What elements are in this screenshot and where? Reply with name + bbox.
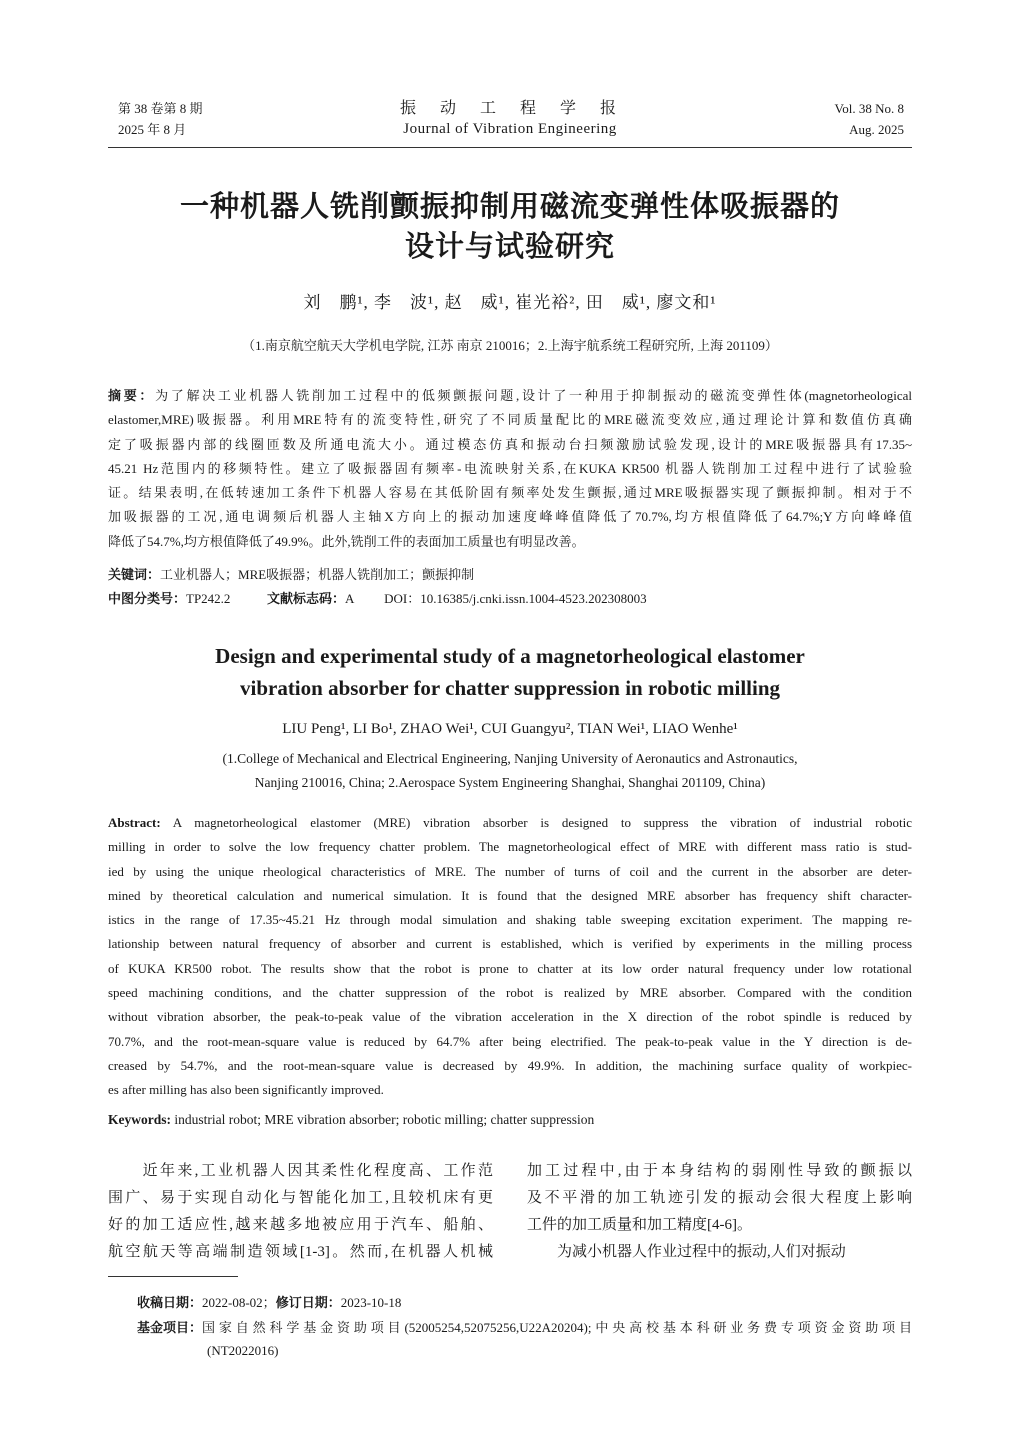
abstract-en-line [108, 981, 912, 1005]
body-line [108, 1239, 493, 1266]
abstract-en-line-text: A magnetorheological elastomer (MRE) vibration absorber is designed to suppress the vibration of industrial robotic [172, 815, 912, 830]
abstract-en-line-text: lationship between natural frequency of absorber and current is established, which is verified by experiments in the milling process [108, 936, 912, 952]
abstract-zh-line [108, 481, 912, 505]
doc-code-value: A [344, 591, 354, 606]
classification [108, 588, 647, 607]
abstract-zh-line-text: elastomer,MRE)吸振器。利用MRE特有的流变特性,研究了不同质量配比的MRE磁流变效应,通过理论计算和数值仿真确 [108, 412, 912, 428]
title-zh-line: 一种机器人铣削颤振抑制用磁流变弹性体吸振器的 [179, 189, 840, 223]
volume-en: Vol. 38 No. 8 [834, 101, 904, 116]
fund-text: 国家自然科学基金资助项目(52005254,52075256,U22A20204);中央高校基本科研业务费专项资金资助项目 [202, 1320, 912, 1335]
date-en: Aug. 2025 [849, 122, 904, 137]
keywords-zh-label: 关键词： [108, 567, 161, 582]
abstract-zh-line-text: 为了解决工业机器人铣削加工过程中的低频颤振问题,设计了一种用于抑制振动的磁流变弹性体(magnetorheological [155, 388, 912, 403]
body-line-text: 围广、易于实现自动化与智能化加工,且较机床有更 [108, 1190, 493, 1206]
fund-text: (NT2022016) [207, 1343, 279, 1358]
body-column-right [527, 1158, 912, 1266]
journal-name-zh: 振 动 工 程 学 报 [399, 100, 620, 117]
received-dates [137, 1292, 401, 1311]
fund-label: 基金项目： [137, 1320, 203, 1335]
abstract-en-line-text: of KUKA KR500 robot. The results show that the robot is prone to chatter at its low order natural frequency under low rotational [108, 960, 912, 976]
fund-info [137, 1316, 912, 1362]
abstract-en-line [108, 811, 912, 835]
body-line [108, 1185, 493, 1212]
abstract-en-line [108, 860, 912, 884]
abstract-en-line [108, 835, 912, 859]
affiliation-en-line: Nanjing 210016, China; 2.Aerospace System Engineering Shanghai, Shanghai 201109, China) [254, 775, 766, 790]
body-line-text: 近年来,工业机器人因其柔性化程度高、工作范 [108, 1163, 493, 1179]
fund-line [137, 1316, 912, 1339]
abstract-en-line [108, 1005, 912, 1029]
authors-zh: 刘 鹏¹, 李 波¹, 赵 威¹, 崔光裕², 田 威¹, 廖文和¹ [303, 293, 717, 312]
doc-code-label: 文献标志码： [266, 591, 345, 606]
title-en-line: vibration absorber for chatter suppression in robotic milling [239, 676, 780, 700]
authors-en: LIU Peng¹, LI Bo¹, ZHAO Wei¹, CUI Guangyu², TIAN Wei¹, LIAO Wenhe¹ [282, 721, 738, 737]
abstract-en-line-text: mined by theoretical calculation and numerical simulation. It is found that the designed MRE absorber has frequency shift character- [108, 887, 912, 903]
abstract-en-line [108, 908, 912, 932]
title-zh [0, 186, 1020, 266]
abstract-zh-line-text: 45.21 Hz范围内的移频特性。建立了吸振器固有频率-电流映射关系,在KUKA KR500 机器人铣削加工过程中进行了试验验 [108, 460, 912, 476]
abstract-en-line-label: Abstract: [108, 815, 161, 830]
abstract-en-line [108, 1030, 912, 1054]
abstract-zh-line-text: 定了吸振器内部的线圈匝数及所通电流大小。通过模态仿真和振动台扫频激励试验发现,设计的MRE吸振器具有17.35~ [108, 436, 912, 452]
doi[interactable]: DOI：10.16385/j.cnki.issn.1004-4523.202308003 [384, 591, 647, 606]
affiliation-zh: （1.南京航空航天大学机电学院, 江苏 南京 210016；2.上海宇航系统工程研究所, 上海 201109） [242, 338, 778, 353]
abstract-zh-line [108, 433, 912, 457]
title-en [0, 640, 1020, 704]
keywords-en [108, 1112, 594, 1128]
body-line [527, 1212, 912, 1239]
abstract-en-line [108, 1078, 912, 1102]
body-line [527, 1158, 912, 1185]
title-zh-line: 设计与试验研究 [404, 229, 615, 263]
received-date: 2022-08-02； [202, 1295, 276, 1310]
abstract-zh [108, 384, 912, 554]
clc-value: TP242.2 [186, 591, 231, 606]
body-line-text: 好的加工适应性,越来越多地被应用于汽车、船舶、 [108, 1217, 493, 1233]
abstract-en-line-text: es after milling has also been significantly improved. [108, 1082, 384, 1098]
issue-date: 2025 年 8 月 [118, 122, 187, 137]
abstract-en-line-text: without vibration absorber, the peak-to-peak value of the vibration acceleration in the X direction of the robot spindle is reduced by [108, 1009, 912, 1025]
body-line [108, 1212, 493, 1239]
abstract-zh-line-text: 加吸振器的工况,通电调频后机器人主轴X方向上的振动加速度峰峰值降低了70.7%,均方根值降低了64.7%;Y方向峰峰值 [108, 509, 912, 525]
issue-info [118, 98, 203, 140]
revised-label: 修订日期： [275, 1295, 341, 1310]
body-column-left [108, 1158, 493, 1266]
affiliation-en-line: (1.College of Mechanical and Electrical Engineering, Nanjing University of Aeronautics and Astronautics, [222, 751, 798, 766]
abstract-en-line-text: speed machining conditions, and the chatter suppression of the robot is realized by MRE absorber. Compared with the condition [108, 985, 912, 1001]
abstract-zh-line-text: 证。结果表明,在低转速加工条件下机器人容易在其低阶固有频率处发生颤振,通过MRE吸振器实现了颤振抑制。相对于不 [108, 485, 912, 501]
abstract-en-line [108, 1054, 912, 1078]
body-line-text: 加工过程中,由于本身结构的弱刚性导致的颤振以 [527, 1163, 912, 1179]
abstract-zh-line [108, 384, 912, 408]
abstract-en [108, 811, 912, 1103]
body-line-text: 为减小机器人作业过程中的振动,人们对振动 [527, 1244, 846, 1260]
body-line-text: 航空航天等高端制造领域[1-3]。然而,在机器人机械 [108, 1244, 493, 1260]
body-line [108, 1158, 493, 1185]
abstract-en-line-text: creased by 54.7%, and the root-mean-square value is decreased by 49.9%. In addition, the machining surface quality of workpiec- [108, 1057, 912, 1073]
keywords-zh [108, 564, 474, 583]
footnote-rule [108, 1276, 238, 1277]
journal-name-en: Journal of Vibration Engineering [403, 121, 617, 137]
abstract-en-line [108, 957, 912, 981]
body-line-text: 及不平滑的加工轨迹引发的振动会很大程度上影响 [527, 1190, 912, 1206]
abstract-zh-line-text: 降低了54.7%,均方根值降低了49.9%。此外,铣削工件的表面加工质量也有明显改善。 [108, 533, 585, 549]
body-line-text: 工件的加工质量和加工精度[4-6]。 [527, 1217, 752, 1233]
abstract-zh-line [108, 457, 912, 481]
abstract-zh-line [108, 408, 912, 432]
title-en-line: Design and experimental study of a magnetorheological elastomer [215, 644, 805, 668]
abstract-zh-line [108, 530, 912, 554]
header-rule [108, 147, 912, 148]
abstract-zh-line [108, 505, 912, 529]
revised-date: 2023-10-18 [340, 1295, 402, 1310]
body-line [527, 1185, 912, 1212]
abstract-en-line-text: istics in the range of 17.35~45.21 Hz through modal simulation and shaking table sweeping excitation experiment. The mapping re- [108, 912, 912, 928]
keywords-zh-text: 工业机器人；MRE吸振器；机器人铣削加工；颤振抑制 [160, 567, 475, 582]
abstract-en-line [108, 884, 912, 908]
affiliation-en [0, 747, 1020, 795]
keywords-en-text: industrial robot; MRE vibration absorber; robotic milling; chatter suppression [174, 1112, 595, 1127]
abstract-en-line-text: milling in order to solve the low frequency chatter problem. The magnetorheological effect of MRE with different mass ratio is stud- [108, 839, 912, 855]
abstract-en-line-text: ied by using the unique rheological characteristics of MRE. The number of turns of coil and the current in the absorber are deter- [108, 863, 912, 879]
keywords-en-label: Keywords: [108, 1112, 171, 1127]
clc-label: 中图分类号： [108, 591, 187, 606]
volume-issue: 第 38 卷第 8 期 [118, 101, 203, 116]
abstract-en-line [108, 932, 912, 956]
journal-name [310, 98, 710, 140]
volume-info-en [835, 98, 904, 140]
received-label: 收稿日期： [137, 1295, 203, 1310]
abstract-en-line-text: 70.7%, and the root-mean-square value is reduced by 64.7% after being electrified. The peak-to-peak value in the Y direction is de- [108, 1033, 912, 1049]
abstract-zh-line-label: 摘要： [108, 388, 156, 403]
body-line [527, 1239, 912, 1266]
